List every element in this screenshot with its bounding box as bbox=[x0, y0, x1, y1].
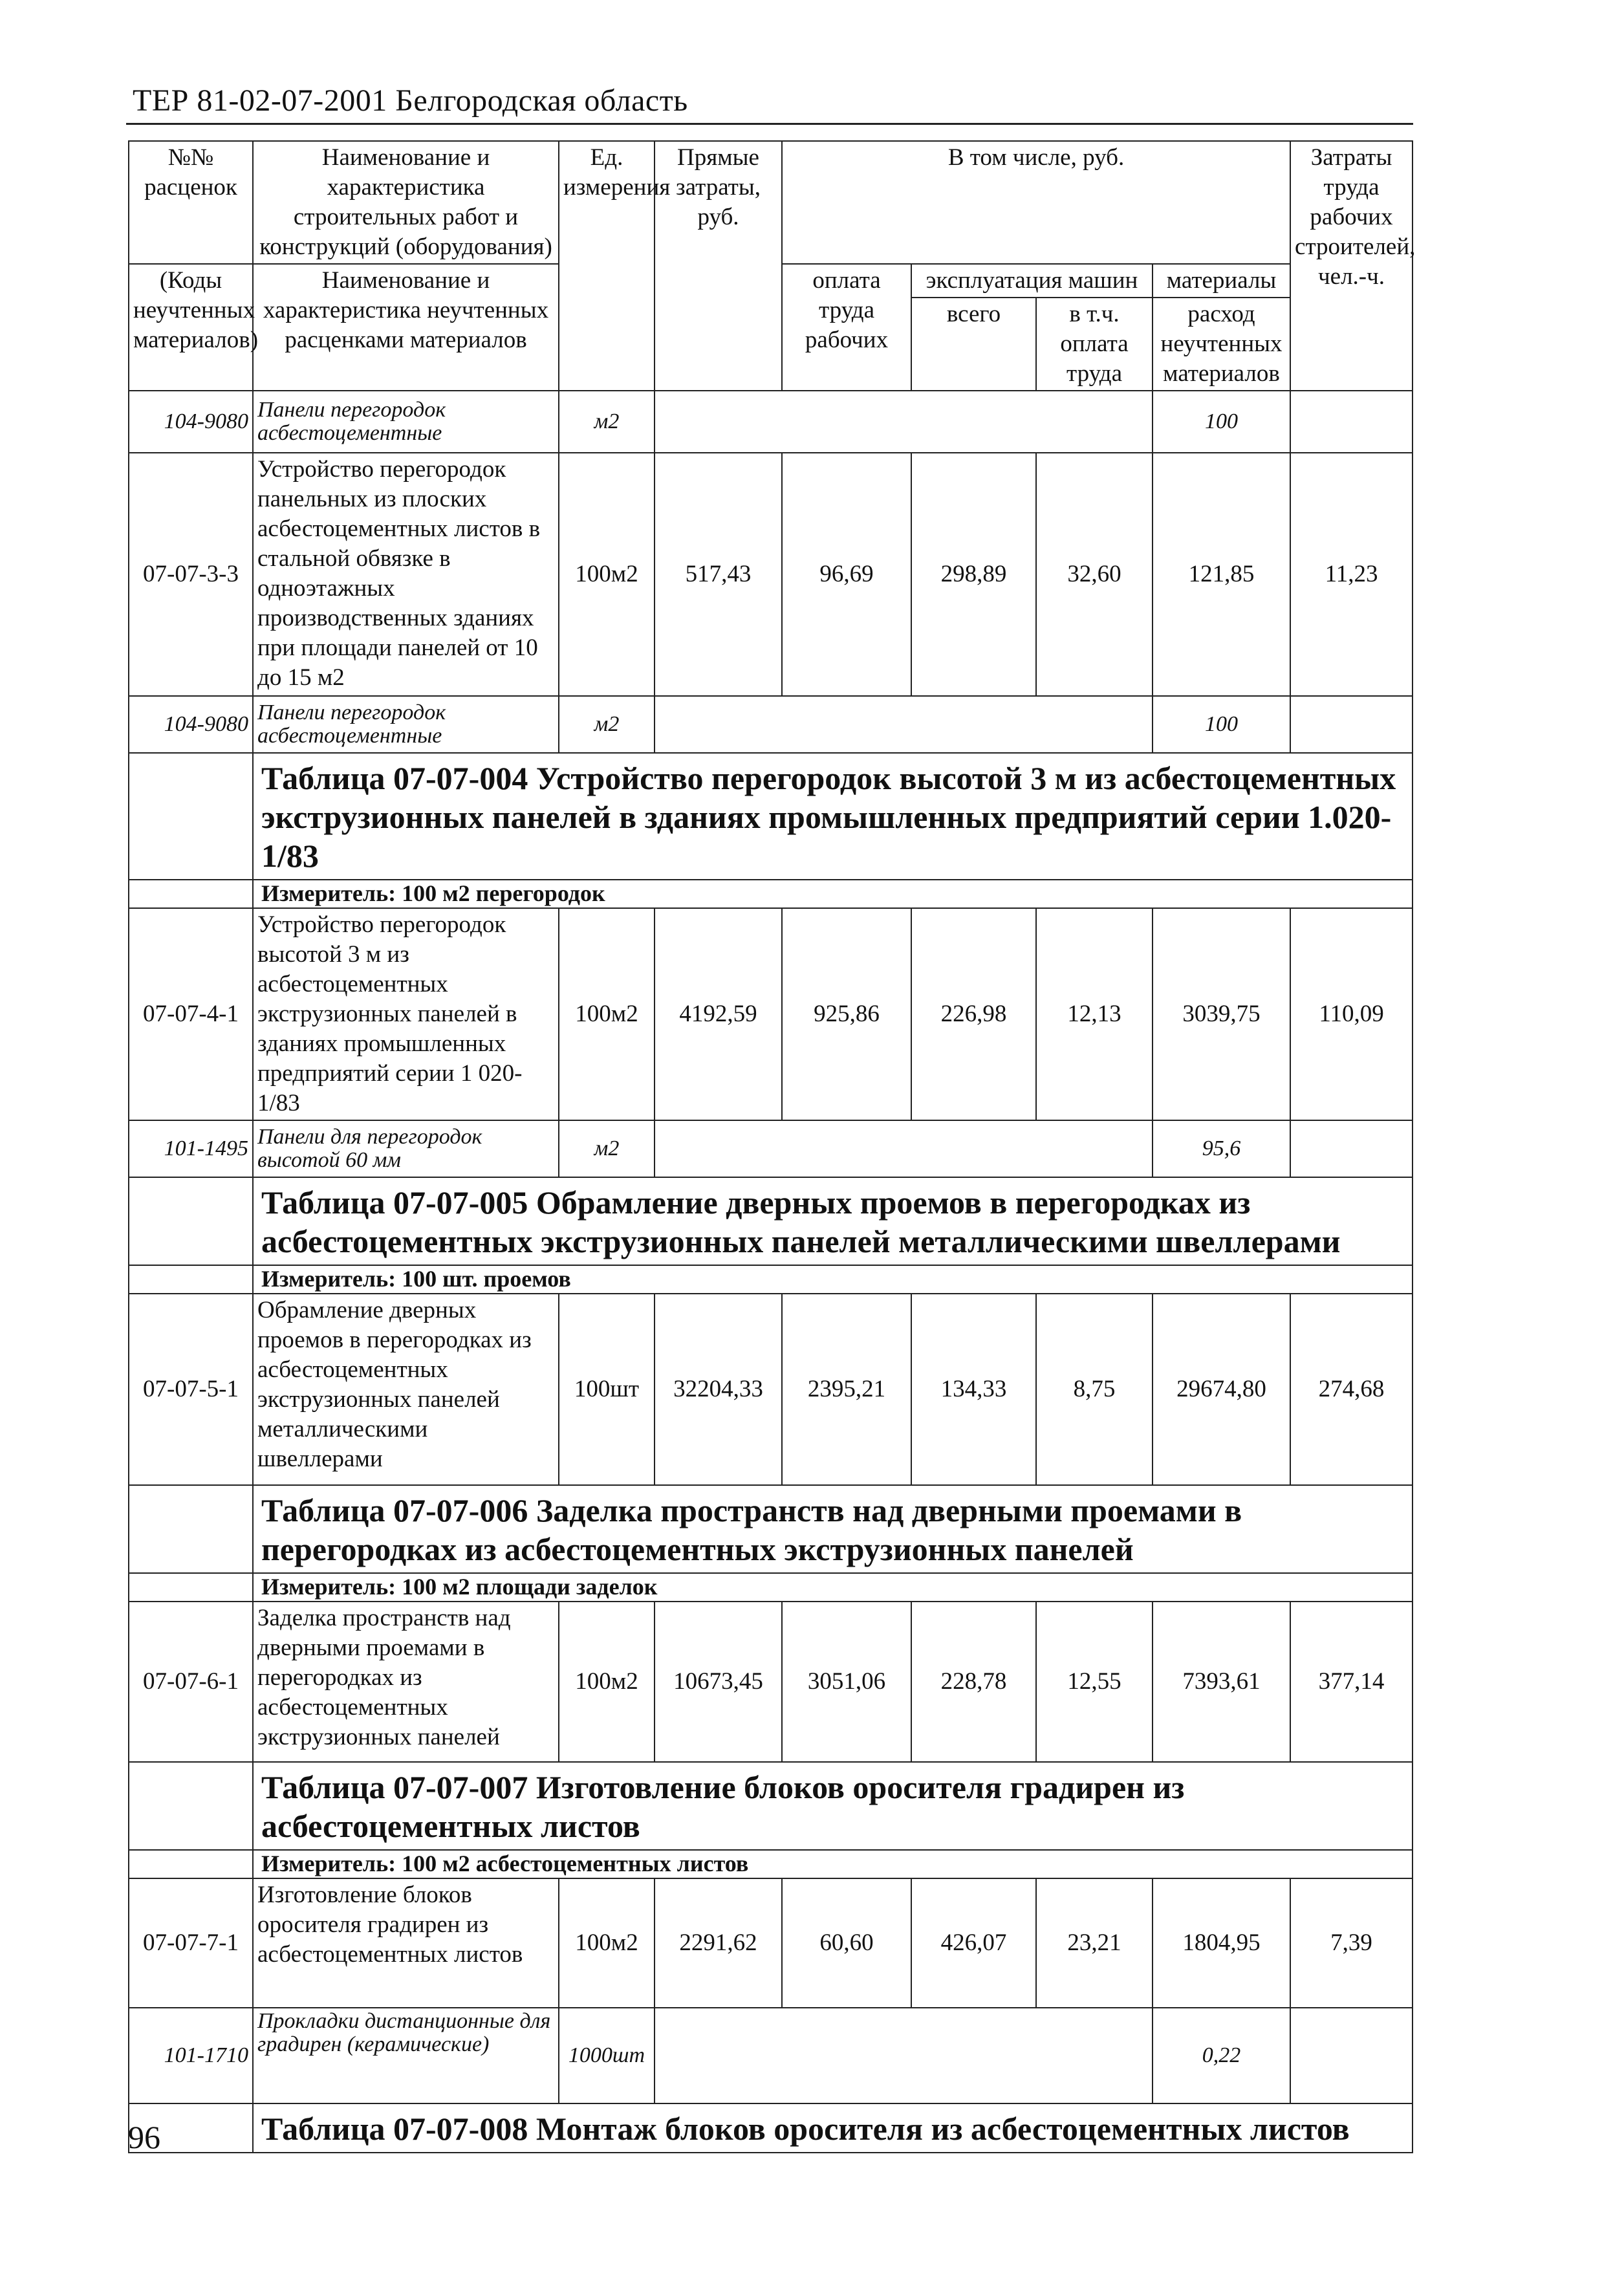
rate-machines: 298,89 bbox=[911, 453, 1036, 696]
material-unit: м2 bbox=[559, 1120, 655, 1177]
header-materials-alt: расход неучтенных материалов bbox=[1153, 298, 1290, 391]
rate-direct: 2291,62 bbox=[655, 1878, 782, 2008]
rate-name: Заделка пространств над дверными проемами в перегородках из асбестоцементных экструзионных панелей bbox=[253, 1602, 559, 1762]
table-row bbox=[129, 453, 1413, 696]
empty-cell bbox=[129, 1485, 253, 1573]
rate-direct: 4192,59 bbox=[655, 908, 782, 1120]
rate-wages: 96,69 bbox=[782, 453, 911, 696]
material-code: 101-1495 bbox=[129, 1120, 253, 1177]
rate-wages: 60,60 bbox=[782, 1878, 911, 2008]
table-head bbox=[129, 141, 1416, 391]
rate-code: 07-07-6-1 bbox=[129, 1602, 253, 1762]
header-rule bbox=[126, 123, 1413, 125]
table-row bbox=[129, 2103, 1413, 2153]
material-amount: 100 bbox=[1153, 696, 1290, 753]
header-labor: Затраты труда рабочих строителей, чел.-ч. bbox=[1290, 141, 1413, 391]
empty-cell bbox=[1290, 1120, 1413, 1177]
table-row bbox=[129, 880, 1413, 908]
rate-code: 07-07-7-1 bbox=[129, 1878, 253, 2008]
table-row bbox=[129, 753, 1413, 880]
page-number: 96 bbox=[128, 2119, 160, 2155]
rate-direct: 32204,33 bbox=[655, 1294, 782, 1485]
table-row bbox=[129, 2008, 1413, 2103]
rate-machine-wages: 12,55 bbox=[1036, 1602, 1153, 1762]
rate-labor: 110,09 bbox=[1290, 908, 1413, 1120]
rate-machines: 134,33 bbox=[911, 1294, 1036, 1485]
material-name: Панели перегородок асбестоцементные bbox=[253, 696, 559, 753]
empty-cell bbox=[1290, 2008, 1413, 2103]
empty-cell bbox=[129, 753, 253, 880]
rate-direct: 517,43 bbox=[655, 453, 782, 696]
rate-materials: 3039,75 bbox=[1153, 908, 1290, 1120]
table-title: Таблица 07-07-004 Устройство перегородок высотой 3 м из асбестоцементных экструзионных панелей в зданиях промышленных предприятий серии 1.020-1/83 bbox=[253, 753, 1413, 880]
empty-cell bbox=[129, 1573, 253, 1602]
header-unit: Ед. измерения bbox=[559, 141, 655, 391]
empty-cell bbox=[129, 1265, 253, 1294]
rate-name: Изготовление блоков оросителя градирен из асбестоцементных листов bbox=[253, 1878, 559, 2008]
rate-unit: 100м2 bbox=[559, 1602, 655, 1762]
table-row bbox=[129, 1602, 1413, 1762]
header-name-alt: Наименование и характеристика неучтенных расценками материалов bbox=[253, 264, 559, 391]
rate-wages: 3051,06 bbox=[782, 1602, 911, 1762]
rate-machine-wages: 23,21 bbox=[1036, 1878, 1153, 2008]
table-row bbox=[129, 908, 1413, 1120]
empty-cell bbox=[1290, 391, 1413, 453]
table-row bbox=[129, 391, 1413, 453]
rate-code: 07-07-5-1 bbox=[129, 1294, 253, 1485]
table-row bbox=[129, 1485, 1413, 1573]
header-machines-total: всего bbox=[911, 298, 1036, 391]
table-row bbox=[129, 1878, 1413, 2008]
rate-labor: 377,14 bbox=[1290, 1602, 1413, 1762]
rate-machine-wages: 12,13 bbox=[1036, 908, 1153, 1120]
material-amount: 95,6 bbox=[1153, 1120, 1290, 1177]
rate-unit: 100м2 bbox=[559, 1878, 655, 2008]
rate-machines: 426,07 bbox=[911, 1878, 1036, 2008]
rate-machines: 228,78 bbox=[911, 1602, 1036, 1762]
rate-code: 07-07-4-1 bbox=[129, 908, 253, 1120]
material-unit: м2 bbox=[559, 696, 655, 753]
rate-name: Устройство перегородок высотой 3 м из асбестоцементных экструзионных панелей в зданиях промышленных предприятий серии 1 020-1/83 bbox=[253, 908, 559, 1120]
rate-machine-wages: 8,75 bbox=[1036, 1294, 1153, 1485]
material-code: 101-1710 bbox=[129, 2008, 253, 2103]
header-materials: материалы bbox=[1153, 264, 1290, 298]
table-row bbox=[129, 1762, 1413, 1850]
header-wages: оплата труда рабочих bbox=[782, 264, 911, 391]
header-machines-wages: в т.ч. оплата труда bbox=[1036, 298, 1153, 391]
material-name: Панели для перегородок высотой 60 мм bbox=[253, 1120, 559, 1177]
table-row bbox=[129, 1177, 1413, 1265]
material-name: Панели перегородок асбестоцементные bbox=[253, 391, 559, 453]
table-row bbox=[129, 1850, 1413, 1878]
rates-table bbox=[128, 140, 1416, 2153]
rate-code: 07-07-3-3 bbox=[129, 453, 253, 696]
table-row bbox=[129, 1265, 1413, 1294]
header-name: Наименование и характеристика строительных работ и конструкций (оборудования) bbox=[253, 141, 559, 264]
table-row bbox=[129, 1573, 1413, 1602]
material-code: 104-9080 bbox=[129, 391, 253, 453]
rate-machines: 226,98 bbox=[911, 908, 1036, 1120]
rate-name: Устройство перегородок панельных из плоских асбестоцементных листов в стальной обвязке в одноэтажных производственных зданиях при площади панелей от 10 до 15 м2 bbox=[253, 453, 559, 696]
table-title: Таблица 07-07-008 Монтаж блоков оросителя из асбестоцементных листов bbox=[253, 2103, 1413, 2153]
empty-cell bbox=[129, 1762, 253, 1850]
rate-name: Обрамление дверных проемов в перегородках из асбестоцементных экструзионных панелей металлическими швеллерами bbox=[253, 1294, 559, 1485]
material-amount: 100 bbox=[1153, 391, 1290, 453]
rate-wages: 925,86 bbox=[782, 908, 911, 1120]
empty-cell bbox=[129, 1177, 253, 1265]
rate-direct: 10673,45 bbox=[655, 1602, 782, 1762]
rate-labor: 7,39 bbox=[1290, 1878, 1413, 2008]
material-unit: м2 bbox=[559, 391, 655, 453]
header-direct: Прямые затраты, руб. bbox=[655, 141, 782, 391]
rate-materials: 7393,61 bbox=[1153, 1602, 1290, 1762]
empty-cell bbox=[129, 880, 253, 908]
measure-unit: Измеритель: 100 шт. проемов bbox=[253, 1265, 1413, 1294]
empty-cell bbox=[129, 1850, 253, 1878]
rate-materials: 121,85 bbox=[1153, 453, 1290, 696]
empty-cell bbox=[655, 1120, 1153, 1177]
table-title: Таблица 07-07-006 Заделка пространств над дверными проемами в перегородках из асбестоцементных экструзионных панелей bbox=[253, 1485, 1413, 1573]
rate-unit: 100м2 bbox=[559, 453, 655, 696]
rate-unit: 100шт bbox=[559, 1294, 655, 1485]
material-amount: 0,22 bbox=[1153, 2008, 1290, 2103]
empty-cell bbox=[655, 696, 1153, 753]
rate-labor: 11,23 bbox=[1290, 453, 1413, 696]
table-row bbox=[129, 1120, 1413, 1177]
empty-cell bbox=[1290, 696, 1413, 753]
table-row bbox=[129, 1294, 1413, 1485]
empty-cell bbox=[655, 391, 1153, 453]
header-code: №№ расценок bbox=[129, 141, 253, 264]
rate-unit: 100м2 bbox=[559, 908, 655, 1120]
rate-machine-wages: 32,60 bbox=[1036, 453, 1153, 696]
header-code-alt: (Коды неучтенных материалов) bbox=[129, 264, 253, 391]
measure-unit: Измеритель: 100 м2 площади заделок bbox=[253, 1573, 1413, 1602]
rate-materials: 1804,95 bbox=[1153, 1878, 1290, 2008]
rate-labor: 274,68 bbox=[1290, 1294, 1413, 1485]
table-title: Таблица 07-07-007 Изготовление блоков оросителя градирен из асбестоцементных листов bbox=[253, 1762, 1413, 1850]
material-unit: 1000шт bbox=[559, 2008, 655, 2103]
empty-cell bbox=[655, 2008, 1153, 2103]
rate-materials: 29674,80 bbox=[1153, 1294, 1290, 1485]
running-header: ТЕР 81-02-07-2001 Белгородская область bbox=[133, 83, 688, 118]
table-title: Таблица 07-07-005 Обрамление дверных проемов в перегородках из асбестоцементных экструзионных панелей металлическими швеллерами bbox=[253, 1177, 1413, 1265]
material-name: Прокладки дистанционные для градирен (керамические) bbox=[253, 2008, 559, 2103]
measure-unit: Измеритель: 100 м2 перегородок bbox=[253, 880, 1413, 908]
header-group: В том числе, руб. bbox=[782, 141, 1290, 264]
header-machines: эксплуатация машин bbox=[911, 264, 1153, 298]
table-row bbox=[129, 696, 1413, 753]
rate-wages: 2395,21 bbox=[782, 1294, 911, 1485]
measure-unit: Измеритель: 100 м2 асбестоцементных листов bbox=[253, 1850, 1413, 1878]
material-code: 104-9080 bbox=[129, 696, 253, 753]
